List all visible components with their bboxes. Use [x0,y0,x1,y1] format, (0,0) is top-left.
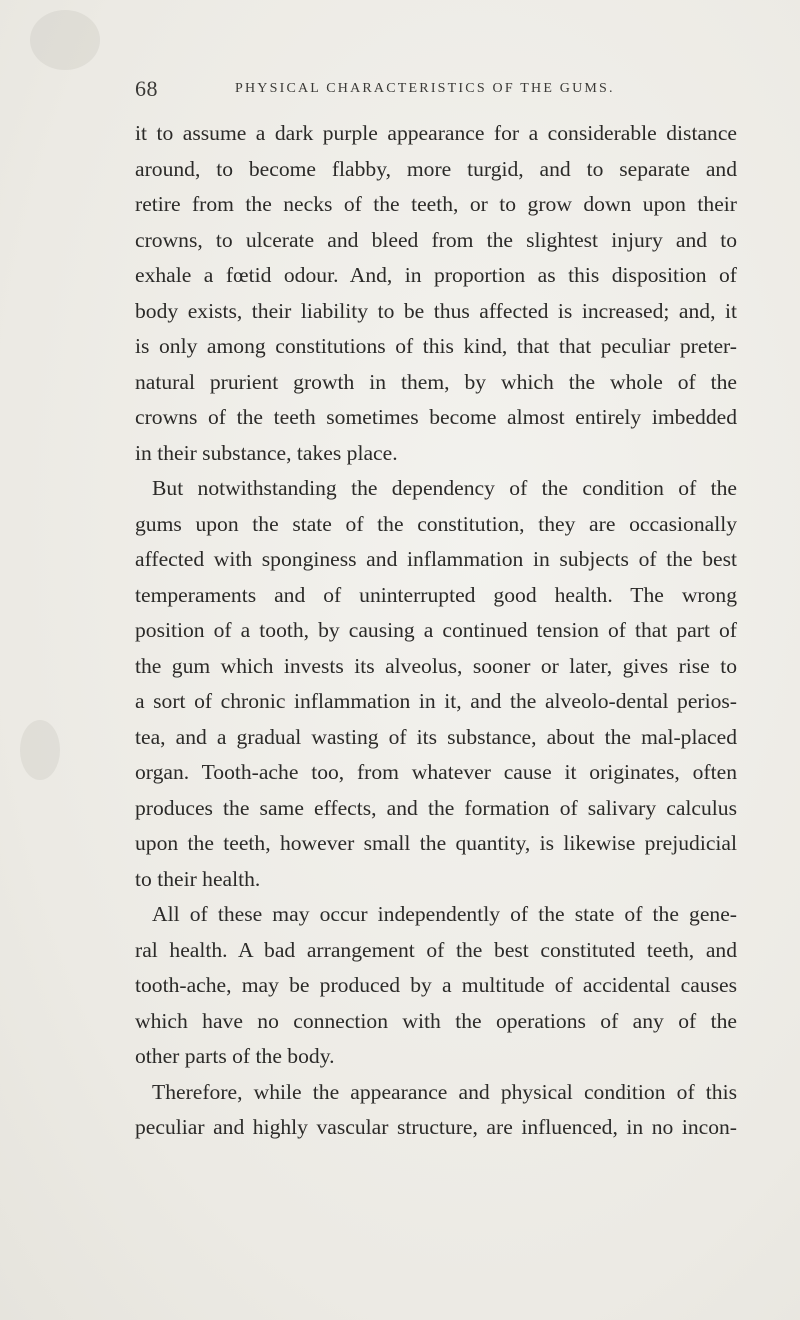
paper-stain [30,10,100,70]
text-line: is only among constitutions of this kind, that that peculiar preter- [135,334,737,358]
text-line: organ. Tooth-ache too, from whatever cause it originates, often [135,760,737,784]
text-line: produces the same effects, and the formation of salivary calculus [135,795,737,820]
paper-stain [20,720,60,780]
text-line: exhale a fœtid odour. And, in proportion as this disposition of [135,263,737,287]
running-head: PHYSICAL CHARACTERISTICS OF THE GUMS. [235,81,615,96]
page-header [135,76,735,106]
text-line: All of these may occur independently of the state of the gene- [152,902,737,926]
text-line: affected with sponginess and inflammation in subjects of the best [135,547,737,571]
text-line: peculiar and highly vascular structure, are influenced, in no incon- [135,1115,737,1139]
text-line: Therefore, while the appearance and physical condition of this [152,1079,737,1104]
text-line: the gum which invests its alveolus, sooner or later, gives rise to [135,653,737,678]
text-line: it to assume a dark purple appearance for a considerable distance [135,121,737,145]
text-line: crowns, to ulcerate and bleed from the slightest injury and to [135,227,737,252]
text-line: retire from the necks of the teeth, or to grow down upon their [135,192,737,216]
text-line: upon the teeth, however small the quantity, is likewise prejudicial [135,831,737,855]
text-line: which have no connection with the operations of any of the [135,1008,737,1033]
text-line: natural prurient growth in them, by which the whole of the [135,369,737,394]
text-line: around, to become flabby, more turgid, and to separate and [135,156,737,181]
text-line: tooth-ache, may be produced by a multitude of accidental causes [135,973,737,997]
text-line: a sort of chronic inflammation in it, and the alveolo-dental perios- [135,689,737,713]
text-line: temperaments and of uninterrupted good health. The wrong [135,582,737,607]
text-line: gums upon the state of the constitution, they are occasionally [135,511,737,536]
text-line: crowns of the teeth sometimes become almost entirely imbedded [135,405,737,429]
text-line: tea, and a gradual wasting of its substance, about the mal-placed [135,724,737,749]
text-line: to their health. [135,866,261,891]
text-line: in their substance, takes place. [135,440,398,465]
body-text [135,116,737,1306]
text-line: ral health. A bad arrangement of the best constituted teeth, and [135,937,737,962]
page-number: 68 [135,76,158,101]
text-line: position of a tooth, by causing a continued tension of that part of [135,618,737,642]
text-line: But notwithstanding the dependency of the condition of the [152,476,737,500]
text-line: other parts of the body. [135,1044,335,1068]
text-line: body exists, their liability to be thus affected is increased; and, it [135,298,737,323]
